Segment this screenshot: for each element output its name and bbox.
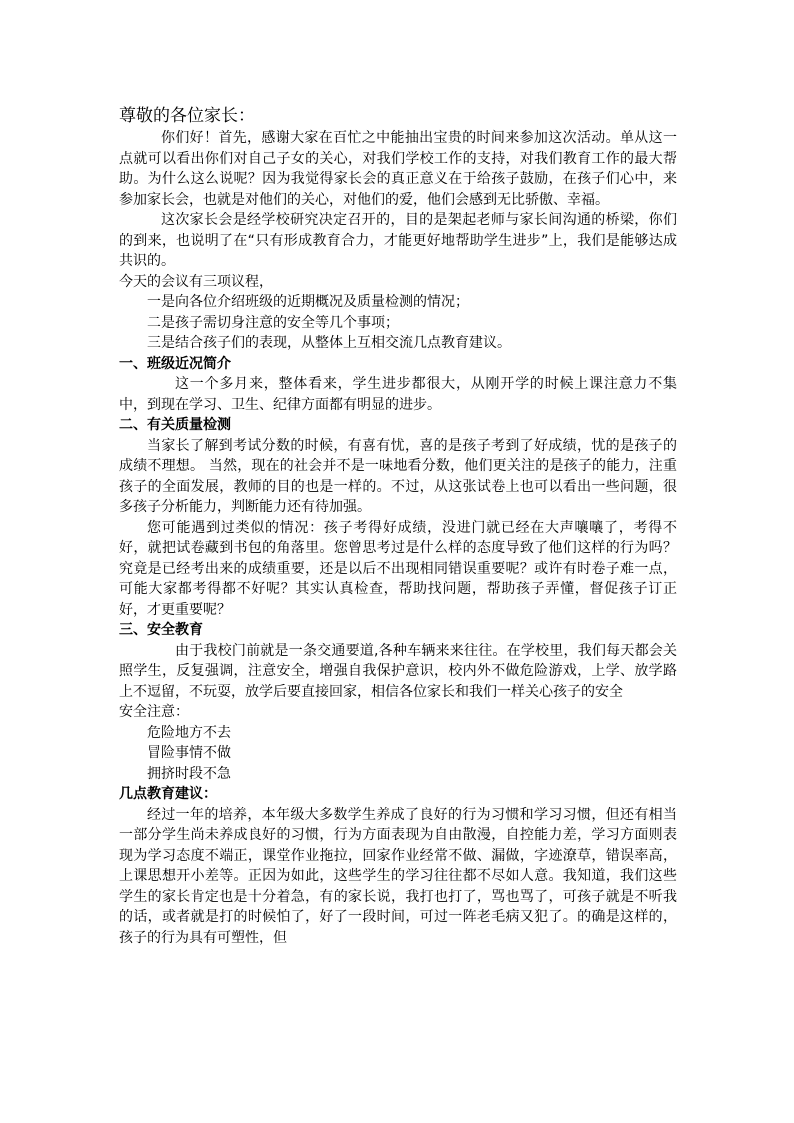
agenda-item: 三是结合孩子们的表现，从整体上互相交流几点教育建议。 [147,335,511,351]
section-heading: 一、班级近况简介 [119,355,231,372]
agenda-item: 二是孩子需切身注意的安全等几个事项； [147,314,399,331]
section-heading: 三、安全教育 [119,622,203,638]
section-paragraph: 这一个多月来，整体看来，学生进步都很大，从刚开学的时候上课注意力不集中，到现在学习、卫生、纪律方面都有明显的进步。 [119,376,677,413]
agenda-intro: 今天的会议有三项议程， [119,273,273,290]
agenda-item: 一是向各位介绍班级的近期概况及质量检测的情况； [147,294,469,310]
section-paragraph: 经过一年的培养，本年级大多数学生养成了良好的行为习惯和学习习惯，但还有相当一部分学生尚未养成良好的习惯，行为方面表现为自由散漫，自控能力差，学习方面则表现为学习态度不端正，课堂作业拖拉，回家作业经常不做、漏做，字迹潦草，错误率高，上课思想开小差等。正因为如此，这些学生的学习往往都不尽如人意。我知道，我们这些学生的家长肯定也是十分着急，有的家长说，我打也打了，骂也骂了，可孩子就是不听我的话，或者就是打的时候怕了，好了一段时间，可过一阵老毛病又犯了。的确是这样的，孩子的行为具有可塑性，但 [119,806,677,946]
document-body [119,104,677,948]
safety-item: 冒险事情不做 [147,745,231,761]
meeting-paragraph: 这次家长会是经学校研究决定召开的，目的是架起老师与家长间沟通的桥梁，你们的到来，也说明了在“只有形成教育合力，才能更好地帮助学生进步”上，我们是能够达成共识的。 [119,212,677,269]
safety-item: 危险地方不去 [147,724,231,741]
section-paragraph: 由于我校门前就是一条交通要道,各种车辆来来往往。在学校里，我们每天都会关照学生，反复强调，注意安全，增强自我保护意识，校内外不做危险游戏，上学、放学路上不逗留，不玩耍，放学后要直接回家，相信各位家长和我们一样关心孩子的安全 [119,642,677,700]
section-heading: 几点教育建议： [119,786,217,802]
safety-label: 安全注意： [119,704,189,720]
section-paragraph: 您可能遇到过类似的情况：孩子考得好成绩，没进门就已经在大声嚷嚷了，考得不好，就把试卷藏到书包的角落里。您曾思考过是什么样的态度导致了他们这样的行为吗？究竟是已经考出来的成绩重要，还是以后不出现相同错误重要呢？或许有时卷子难一点，可能大家都考得都不好呢？其实认真检查，帮助找问题，帮助孩子弄懂，督促孩子订正好，才更重要呢？ [119,519,677,618]
safety-item: 拥挤时段不急 [147,765,231,782]
section-heading: 二、有关质量检测 [119,417,231,433]
opening-paragraph: 你们好！首先，感谢大家在百忙之中能抽出宝贵的时间来参加这次活动。单从这一点就可以看出你们对自己子女的关心，对我们学校工作的支持，对我们教育工作的最大帮助。为什么这么说呢？因为我觉得家长会的真正意义在于给孩子鼓励，在孩子们心中，来参加家长会，也就是对他们的关心，对他们的爱，他们会感到无比骄傲、幸福。 [119,130,677,208]
section-paragraph: 当家长了解到考试分数的时候，有喜有忧，喜的是孩子考到了好成绩，忧的是孩子的成绩不理想。 当然，现在的社会并不是一味地看分数，他们更关注的是孩子的能力，注重孩子的全面发展，教师的目的也是一样的。不过，从这张试卷上也可以看出一些问题，很多孩子分析能力，判断能力还有待加强。 [119,437,677,515]
greeting: 尊敬的各位家长： [119,106,255,126]
